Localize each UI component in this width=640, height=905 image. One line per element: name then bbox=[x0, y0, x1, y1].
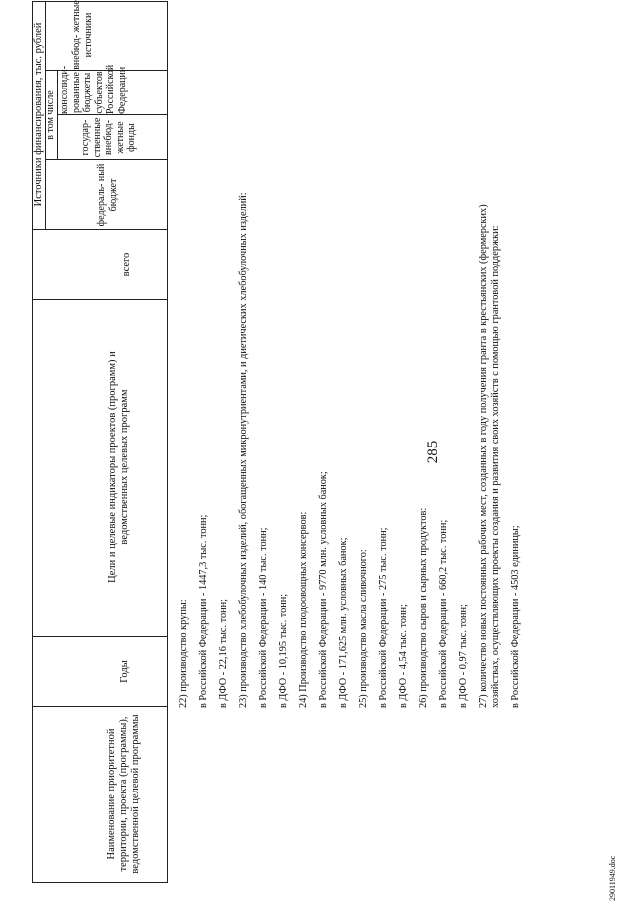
divider bbox=[33, 706, 167, 707]
divider bbox=[33, 636, 167, 637]
divider bbox=[57, 114, 167, 115]
indicator-list bbox=[178, 188, 530, 708]
table-header bbox=[32, 1, 168, 883]
funding-header: Источники финансирования, тыс. рублей bbox=[33, 22, 44, 207]
col-regional-header: консолиди- рованные бюджеты субъектов Российской Федерации bbox=[59, 64, 128, 114]
list-item: в ДФО - 4,54 тыс. тонн; bbox=[398, 604, 409, 708]
list-item: в Российской Федерации - 275 тыс. тонн; bbox=[378, 527, 389, 708]
col-total-header: всего bbox=[121, 252, 132, 277]
list-item: в Российской Федерации - 9770 млн. условных банок; bbox=[318, 471, 329, 708]
list-item: 23) производство хлебобулочных изделий, обогащенных микронутриентами, и диетических хлебобулочных изделий: bbox=[238, 192, 249, 708]
file-code: 29011949.doc bbox=[608, 855, 617, 901]
col-years-header: Годы bbox=[119, 660, 130, 683]
col-extra-header: внебюд- жетные источники bbox=[71, 0, 94, 70]
list-item: 22) производство крупы: bbox=[178, 599, 189, 708]
list-item: 27) количество новых постоянных рабочих мест, созданных в году получения гранта в крестьянских (фермерских) хозяйствах, осуществляющих проекты создания и развития своих хозяйств с помощью грантовой поддержки: bbox=[478, 204, 501, 708]
col-name-header: Наименование приоритетной территории, проекта (программы), ведомственной целевой программы bbox=[106, 714, 141, 874]
col-federal-header: федераль- ный бюджет bbox=[96, 163, 119, 227]
list-item: 24) Производство плодоовощных консервов: bbox=[298, 511, 309, 708]
list-item: в ДФО - 22,16 тыс. тонн; bbox=[218, 598, 229, 708]
page-number: 285 bbox=[425, 440, 441, 464]
list-item: 26) производство сыров и сырных продуктов: bbox=[418, 507, 429, 708]
list-item: в Российской Федерации - 660,2 тыс. тонн; bbox=[438, 519, 449, 708]
incl-header: в том числе bbox=[45, 90, 56, 140]
list-item: в ДФО - 0,97 тыс. тонн; bbox=[458, 604, 469, 708]
divider bbox=[45, 159, 167, 160]
col-state-funds-header: государ- ственные внебюд- жетные фонды bbox=[80, 117, 137, 158]
list-item: в ДФО - 171,625 млн. условных банок; bbox=[338, 537, 349, 708]
col-goals-header: Цели и целевые индикаторы проектов (программ) и ведомственных целевых программ bbox=[107, 351, 130, 583]
list-item: 25) производство масла сливочного: bbox=[358, 549, 369, 708]
list-item: в Российской Федерации - 140 тыс. тонн; bbox=[258, 527, 269, 708]
list-item: в Российской Федерации - 1447,3 тыс. тонн; bbox=[198, 514, 209, 708]
divider bbox=[33, 229, 167, 230]
divider bbox=[33, 299, 167, 300]
list-item: в Российской Федерации - 4503 единицы; bbox=[510, 525, 521, 708]
list-item: в ДФО - 10,195 тыс. тонн; bbox=[278, 593, 289, 708]
divider bbox=[57, 71, 58, 160]
